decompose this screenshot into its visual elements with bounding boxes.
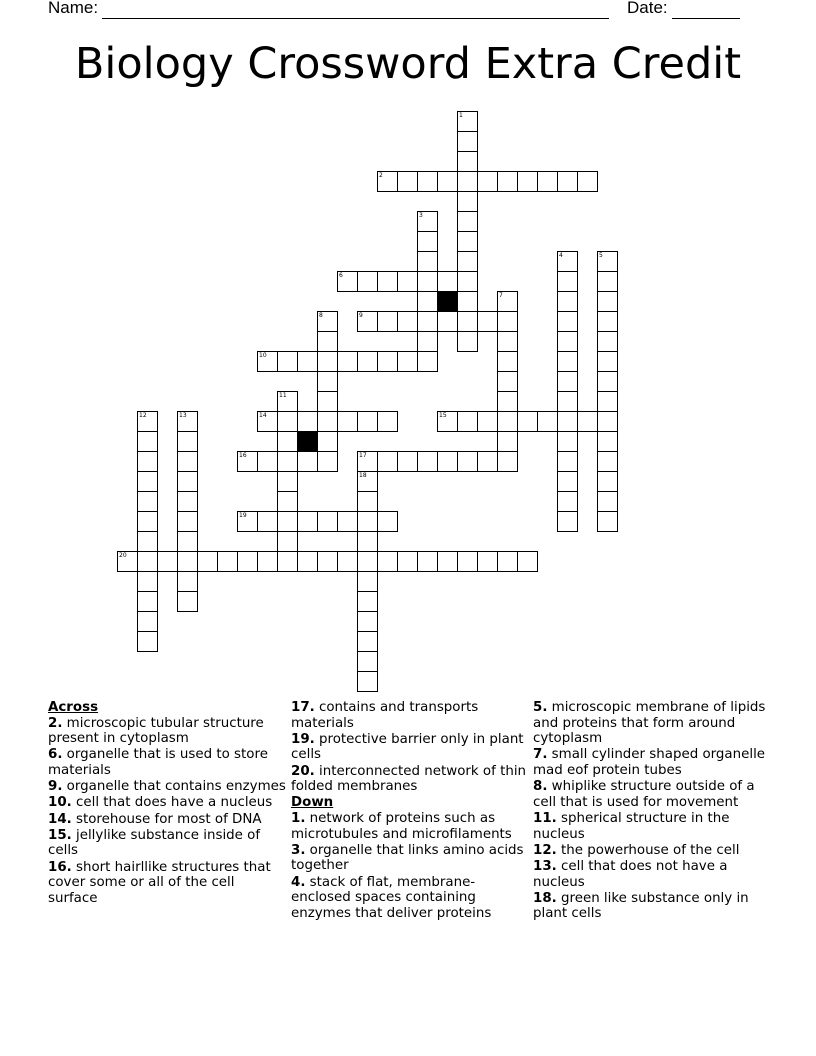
grid-cell[interactable] [597,391,618,412]
grid-cell[interactable] [317,431,338,452]
down-clue [533,747,773,778]
grid-cell[interactable] [557,411,578,432]
clues-column-2 [291,700,531,922]
clue-number: 2. [48,715,63,731]
grid-cell[interactable] [497,411,518,432]
grid-cell[interactable] [437,411,458,432]
grid-cell[interactable] [417,351,438,372]
grid-cell[interactable] [137,591,158,612]
grid-cell[interactable] [177,591,198,612]
grid-cell[interactable] [417,291,438,312]
clue-text: cell that does have a nucleus [76,795,273,811]
grid-cell[interactable] [597,451,618,472]
grid-cell[interactable] [357,631,378,652]
clue-number-label: 12 [139,412,147,419]
grid-cell[interactable] [597,471,618,492]
grid-cell[interactable] [277,511,298,532]
clue-number-label: 19 [239,512,247,519]
grid-cell[interactable] [377,311,398,332]
grid-cell[interactable] [477,311,498,332]
clue-number: 9. [48,779,63,795]
grid-cell[interactable] [137,511,158,532]
grid-cell[interactable] [277,471,298,492]
clue-number-label: 10 [259,352,267,359]
grid-cell[interactable] [557,371,578,392]
clue-text: contains and transports materials [291,700,479,731]
grid-cell[interactable] [457,311,478,332]
grid-cell[interactable] [477,451,498,472]
grid-cell[interactable] [397,271,418,292]
grid-cell[interactable] [177,471,198,492]
grid-cell[interactable] [517,551,538,572]
grid-cell[interactable] [357,511,378,532]
grid-cell[interactable] [557,351,578,372]
grid-cell[interactable] [417,331,438,352]
clue-text: organelle that is used to store materials [48,747,268,778]
across-clue [48,812,288,828]
grid-cell[interactable] [337,551,358,572]
clue-number: 8. [533,779,548,795]
grid-cell[interactable] [497,451,518,472]
clue-text: cell that does not have a nucleus [533,858,728,890]
grid-cell[interactable] [137,491,158,512]
grid-cell[interactable] [597,251,618,272]
grid-cell[interactable] [457,291,478,312]
grid-cell[interactable] [457,551,478,572]
grid-cell[interactable] [557,271,578,292]
clue-number: 13. [533,858,557,874]
down-clue [533,779,773,810]
clue-text: network of proteins such as microtubules and microfilaments [291,810,512,842]
clue-number: 3. [291,842,306,858]
grid-cell[interactable] [557,251,578,272]
clue-number: 7. [533,747,548,763]
grid-cell[interactable] [257,351,278,372]
clue-number: 20. [291,763,315,779]
grid-cell[interactable] [597,431,618,452]
grid-cell[interactable] [557,171,578,192]
grid-cell[interactable] [177,511,198,532]
grid-cell[interactable] [437,271,458,292]
grid-cell[interactable] [177,551,198,572]
clue-number-label: 15 [439,412,447,419]
grid-cell[interactable] [457,271,478,292]
clue-text: microscopic membrane of lipids and proteins that form around cytoplasm [533,700,766,747]
clue-number-label: 1 [459,112,463,119]
grid-cell[interactable] [457,451,478,472]
down-clue [533,891,773,922]
grid-cell[interactable] [437,551,458,572]
grid-cell[interactable] [297,511,318,532]
grid-cell[interactable] [377,171,398,192]
grid-cell[interactable] [357,671,378,692]
grid-cell[interactable] [317,551,338,572]
clues-column-3 [533,700,773,922]
grid-cell[interactable] [337,411,358,432]
grid-cell[interactable] [217,551,238,572]
grid-cell[interactable] [377,351,398,372]
grid-cell[interactable] [117,551,138,572]
grid-cell[interactable] [257,511,278,532]
grid-cell[interactable] [277,551,298,572]
clue-text: organelle that contains enzymes [66,779,286,795]
grid-cell[interactable] [277,451,298,472]
page-title: Biology Crossword Extra Credit [74,39,742,89]
grid-cell[interactable] [497,291,518,312]
grid-cell[interactable] [297,551,318,572]
clue-number-label: 8 [319,312,323,319]
grid-cell[interactable] [337,351,358,372]
grid-cell[interactable] [417,311,438,332]
grid-cell[interactable] [357,411,378,432]
across-clue [291,700,531,731]
grid-cell[interactable] [437,171,458,192]
clue-number-label: 2 [379,172,383,179]
grid-cell[interactable] [317,311,338,332]
clue-number-label: 20 [119,552,127,559]
grid-cell[interactable] [457,411,478,432]
grid-cell[interactable] [597,491,618,512]
grid-cell[interactable] [397,311,418,332]
grid-cell[interactable] [137,571,158,592]
across-clue [48,747,288,778]
clue-text: protective barrier only in plant cells [291,731,524,763]
grid-cell[interactable] [137,411,158,432]
grid-cell[interactable] [457,211,478,232]
clue-number: 12. [533,842,557,858]
grid-cell[interactable] [497,371,518,392]
grid-cell[interactable] [357,491,378,512]
grid-cell[interactable] [137,451,158,472]
across-clue [48,779,288,795]
grid-cell[interactable] [417,551,438,572]
down-heading: Down [291,795,334,811]
grid-cell[interactable] [317,511,338,532]
across-clue [291,732,531,763]
grid-cell[interactable] [597,291,618,312]
clue-number: 17. [291,700,315,715]
grid-cell[interactable] [137,551,158,572]
clue-number: 6. [48,747,63,763]
grid-cell[interactable] [417,451,438,472]
grid-cell[interactable] [457,191,478,212]
clue-number: 5. [533,700,548,715]
grid-cell[interactable] [337,271,358,292]
grid-cell[interactable] [477,171,498,192]
clue-text: jellylike substance inside of cells [48,827,261,859]
grid-cell[interactable] [557,511,578,532]
clue-number: 1. [291,810,306,826]
grid-cell[interactable] [537,171,558,192]
clue-text: microscopic tubular structure present in cytoplasm [48,715,264,747]
grid-cell[interactable] [357,311,378,332]
grid-cell[interactable] [177,411,198,432]
across-clue [48,860,288,907]
grid-cell[interactable] [557,311,578,332]
grid-cell[interactable] [317,351,338,372]
clue-text: organelle that links amino acids together [291,842,524,874]
grid-cell[interactable] [177,491,198,512]
clue-text: stack of flat, membrane-enclosed spaces containing enzymes that deliver proteins [291,874,492,921]
grid-cell[interactable] [517,171,538,192]
grid-cell[interactable] [137,631,158,652]
grid-cell[interactable] [377,271,398,292]
grid-cell[interactable] [497,311,518,332]
across-clue [48,716,288,747]
grid-cell[interactable] [557,431,578,452]
grid-cell[interactable] [257,411,278,432]
across-clue [48,795,288,811]
grid-cell[interactable] [597,511,618,532]
grid-cell[interactable] [597,271,618,292]
grid-cell[interactable] [177,571,198,592]
grid-cell[interactable] [397,451,418,472]
grid-cell[interactable] [357,651,378,672]
grid-cell[interactable] [237,451,258,472]
down-clue [533,700,773,747]
grid-cell[interactable] [457,111,478,132]
clue-number: 15. [48,827,72,843]
grid-cell[interactable] [317,371,338,392]
grid-cell[interactable] [237,551,258,572]
grid-cell[interactable] [497,431,518,452]
across-clue [48,828,288,859]
grid-cell[interactable] [497,171,518,192]
grid-cell[interactable] [397,551,418,572]
grid-cell[interactable] [497,351,518,372]
grid-cell[interactable] [297,411,318,432]
date-label: Date: [627,0,668,17]
down-clue [291,875,531,922]
grid-cell[interactable] [197,551,218,572]
grid-cell[interactable] [277,391,298,412]
across-heading: Across [48,700,99,715]
clue-number-label: 13 [179,412,187,419]
clue-text: interconnected network of thin folded membranes [291,763,527,795]
grid-cell[interactable] [457,251,478,272]
grid-cell[interactable] [537,411,558,432]
clue-number: 18. [533,890,557,906]
grid-cell[interactable] [417,251,438,272]
grid-cell[interactable] [377,511,398,532]
clue-text: green like substance only in plant cells [533,890,749,922]
grid-cell[interactable] [577,411,598,432]
grid-cell[interactable] [357,471,378,492]
black-square [437,291,458,312]
grid-cell[interactable] [477,551,498,572]
grid-cell[interactable] [557,491,578,512]
clue-number-label: 11 [279,392,287,399]
name-label: Name: [48,0,99,17]
clue-number-label: 4 [559,252,563,259]
grid-cell[interactable] [177,531,198,552]
clue-number-label: 17 [359,452,367,459]
down-clue [291,811,531,842]
grid-cell[interactable] [317,411,338,432]
across-clue [291,764,531,795]
clue-text: the powerhouse of the cell [561,842,740,858]
clues-column-1 [48,700,288,907]
grid-cell[interactable] [357,571,378,592]
clue-number-label: 5 [599,252,603,259]
clue-number: 14. [48,811,72,827]
grid-cell[interactable] [557,451,578,472]
grid-cell[interactable] [137,611,158,632]
grid-cell[interactable] [397,351,418,372]
grid-cell[interactable] [437,311,458,332]
grid-cell[interactable] [257,551,278,572]
clue-text: whiplike structure outside of a cell that is used for movement [533,779,755,810]
grid-cell[interactable] [317,331,338,352]
grid-cell[interactable] [417,211,438,232]
grid-cell[interactable] [317,391,338,412]
clue-number: 11. [533,810,557,826]
grid-cell[interactable] [357,351,378,372]
clue-number-label: 16 [239,452,247,459]
clue-number: 10. [48,795,72,811]
clue-number: 19. [291,731,315,747]
grid-cell[interactable] [437,451,458,472]
clue-number-label: 3 [419,212,423,219]
clue-text: storehouse for most of DNA [76,811,262,827]
clue-number-label: 9 [359,312,363,319]
grid-cell[interactable] [457,151,478,172]
grid-cell[interactable] [457,331,478,352]
grid-cell[interactable] [177,431,198,452]
grid-cell[interactable] [137,431,158,452]
grid-cell[interactable] [517,411,538,432]
grid-cell[interactable] [457,131,478,152]
grid-cell[interactable] [557,391,578,412]
grid-cell[interactable] [397,171,418,192]
clue-text: spherical structure in the nucleus [533,810,730,842]
grid-cell[interactable] [417,171,438,192]
clue-number: 4. [291,874,306,890]
grid-cell[interactable] [297,451,318,472]
grid-cell[interactable] [297,351,318,372]
clue-number-label: 6 [339,272,343,279]
down-clue [291,843,531,874]
grid-cell[interactable] [317,451,338,472]
grid-cell[interactable] [477,411,498,432]
grid-cell[interactable] [237,511,258,532]
grid-cell[interactable] [577,171,598,192]
grid-cell[interactable] [557,471,578,492]
grid-cell[interactable] [257,451,278,472]
grid-cell[interactable] [357,611,378,632]
grid-cell[interactable] [137,531,158,552]
clue-text: short hairllike structures that cover some or all of the cell surface [48,859,271,906]
grid-cell[interactable] [457,171,478,192]
grid-cell[interactable] [377,551,398,572]
grid-cell[interactable] [137,471,158,492]
grid-cell[interactable] [457,231,478,252]
down-clue [533,811,773,842]
grid-cell[interactable] [357,591,378,612]
grid-cell[interactable] [357,531,378,552]
grid-cell[interactable] [277,531,298,552]
grid-cell[interactable] [497,391,518,412]
grid-cell[interactable] [597,311,618,332]
grid-cell[interactable] [157,551,178,572]
grid-cell[interactable] [497,331,518,352]
grid-cell[interactable] [337,511,358,532]
grid-cell[interactable] [277,491,298,512]
grid-cell[interactable] [417,231,438,252]
grid-cell[interactable] [377,451,398,472]
grid-cell[interactable] [417,271,438,292]
down-clue [533,843,773,859]
clue-number: 16. [48,859,72,875]
grid-cell[interactable] [557,331,578,352]
grid-cell[interactable] [597,411,618,432]
grid-cell[interactable] [277,431,298,452]
grid-cell[interactable] [357,271,378,292]
clue-text: small cylinder shaped organelle mad eof protein tubes [533,747,766,778]
grid-cell[interactable] [277,411,298,432]
grid-cell[interactable] [277,351,298,372]
black-square [297,431,318,452]
grid-cell[interactable] [497,551,518,572]
grid-cell[interactable] [597,351,618,372]
grid-cell[interactable] [357,551,378,572]
clue-number-label: 14 [259,412,267,419]
grid-cell[interactable] [357,451,378,472]
clue-number-label: 18 [359,472,367,479]
grid-cell[interactable] [557,291,578,312]
grid-cell[interactable] [177,451,198,472]
grid-cell[interactable] [597,331,618,352]
grid-cell[interactable] [377,411,398,432]
clue-number-label: 7 [499,292,503,299]
grid-cell[interactable] [597,371,618,392]
down-clue [533,859,773,890]
